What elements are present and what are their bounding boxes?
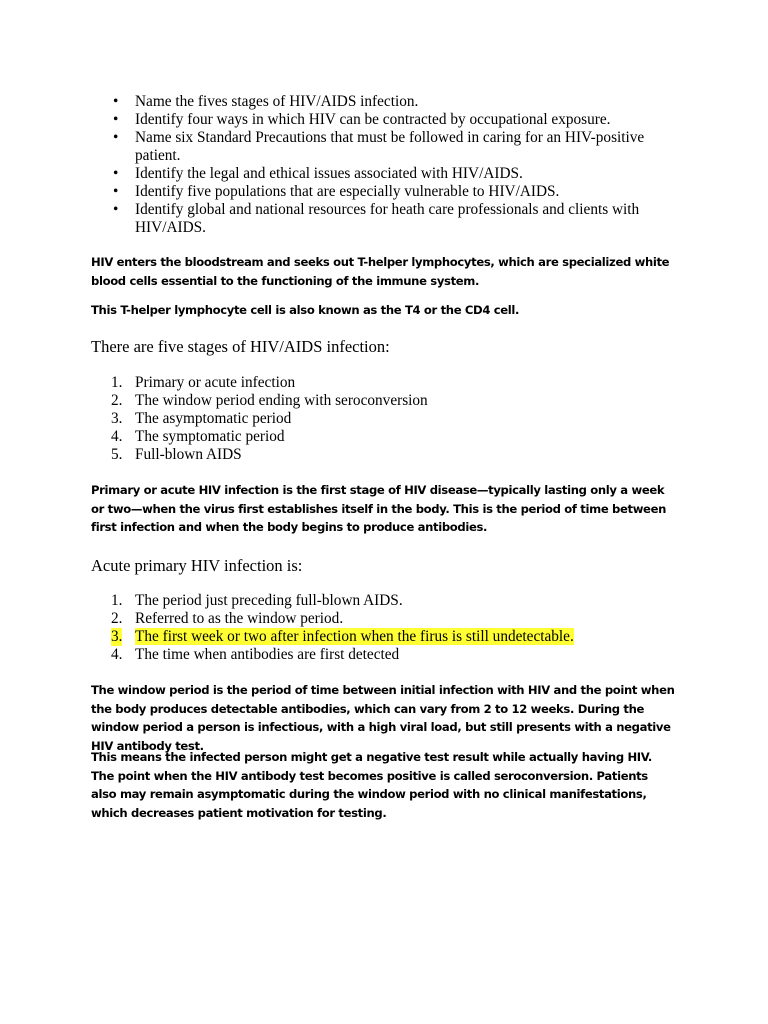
paragraph-window-period: The window period is the period of time between initial infection with HIV and the point when the body produces detectable antibodies, which can vary from 2 to 12 weeks. During the window period a person is infectious, with a high viral load, but still presents with a negative HIV antibody test. — [91, 683, 675, 753]
objective-text: Identify four ways in which HIV can be contracted by occupational exposure. — [135, 111, 611, 128]
stage-text: The asymptomatic period — [135, 410, 292, 427]
paragraph-hiv-enters: HIV enters the bloodstream and seeks out T-helper lymphocytes, which are specialized white blood cells essential to the functioning of the immune system. — [91, 255, 670, 288]
objective-text: Identify global and national resources for heath care professionals and clients with HIV/AIDS. — [135, 201, 640, 236]
item-number: 3. — [111, 410, 123, 427]
list-item — [91, 165, 671, 183]
stage-text: The window period ending with seroconversion — [135, 392, 428, 409]
paragraph-primary-infection: Primary or acute HIV infection is the first stage of HIV disease—typically lasting only a week or two—when the virus first establishes itself in the body. This is the period of time between first infection and when the body begins to produce antibodies. — [91, 483, 666, 534]
stages-list — [91, 374, 691, 464]
option-text: The period just preceding full-blown AIDS. — [135, 592, 403, 609]
item-number: 2. — [111, 610, 123, 627]
paragraph-negative-test: This means the infected person might get a negative test result while actually having HIV. The point when the HIV antibody test becomes positive is called seroconversion. Patients also may remain asymptomatic during the window period with no clinical manifestations, which decreases patient motivation for testing. — [91, 750, 652, 820]
objective-text: Identify the legal and ethical issues associated with HIV/AIDS. — [135, 165, 523, 182]
bullet-icon: • — [113, 93, 119, 110]
option-text: The time when antibodies are first detected — [135, 646, 400, 663]
list-item — [91, 610, 691, 628]
acute-options-list — [91, 592, 691, 664]
list-item — [91, 183, 671, 201]
objective-text: Name the fives stages of HIV/AIDS infection. — [135, 93, 419, 110]
bullet-icon: • — [113, 129, 119, 146]
acute-heading: Acute primary HIV infection is: — [91, 556, 303, 575]
item-number: 3. — [111, 628, 123, 645]
item-number: 4. — [111, 428, 123, 445]
list-item — [91, 410, 691, 428]
highlighted-option-text: The first week or two after infection when the firus is still undetectable. — [135, 628, 574, 645]
bullet-icon: • — [113, 111, 119, 128]
objective-text: Name six Standard Precautions that must be followed in caring for an HIV-positive patient. — [135, 129, 645, 164]
list-item — [91, 111, 671, 129]
objectives-list — [91, 93, 671, 237]
item-number: 1. — [111, 374, 123, 391]
objective-text: Identify five populations that are especially vulnerable to HIV/AIDS. — [135, 183, 560, 200]
stage-text: The symptomatic period — [135, 428, 285, 445]
bullet-icon: • — [113, 165, 119, 182]
stages-heading: There are five stages of HIV/AIDS infection: — [91, 337, 390, 356]
list-item — [91, 628, 691, 646]
list-item — [91, 93, 671, 111]
list-item — [91, 446, 691, 464]
bullet-icon: • — [113, 183, 119, 200]
list-item — [91, 646, 691, 664]
stage-text: Full-blown AIDS — [135, 446, 242, 463]
stage-text: Primary or acute infection — [135, 374, 296, 391]
bullet-icon: • — [113, 201, 119, 218]
list-item — [91, 201, 671, 237]
list-item — [91, 428, 691, 446]
paragraph-t4-cell: This T-helper lymphocyte cell is also known as the T4 or the CD4 cell. — [91, 303, 520, 317]
option-text: Referred to as the window period. — [135, 610, 344, 627]
list-item — [91, 374, 691, 392]
item-number: 2. — [111, 392, 123, 409]
item-number: 4. — [111, 646, 123, 663]
item-number: 1. — [111, 592, 123, 609]
list-item — [91, 592, 691, 610]
list-item — [91, 129, 671, 165]
item-number: 5. — [111, 446, 123, 463]
list-item — [91, 392, 691, 410]
